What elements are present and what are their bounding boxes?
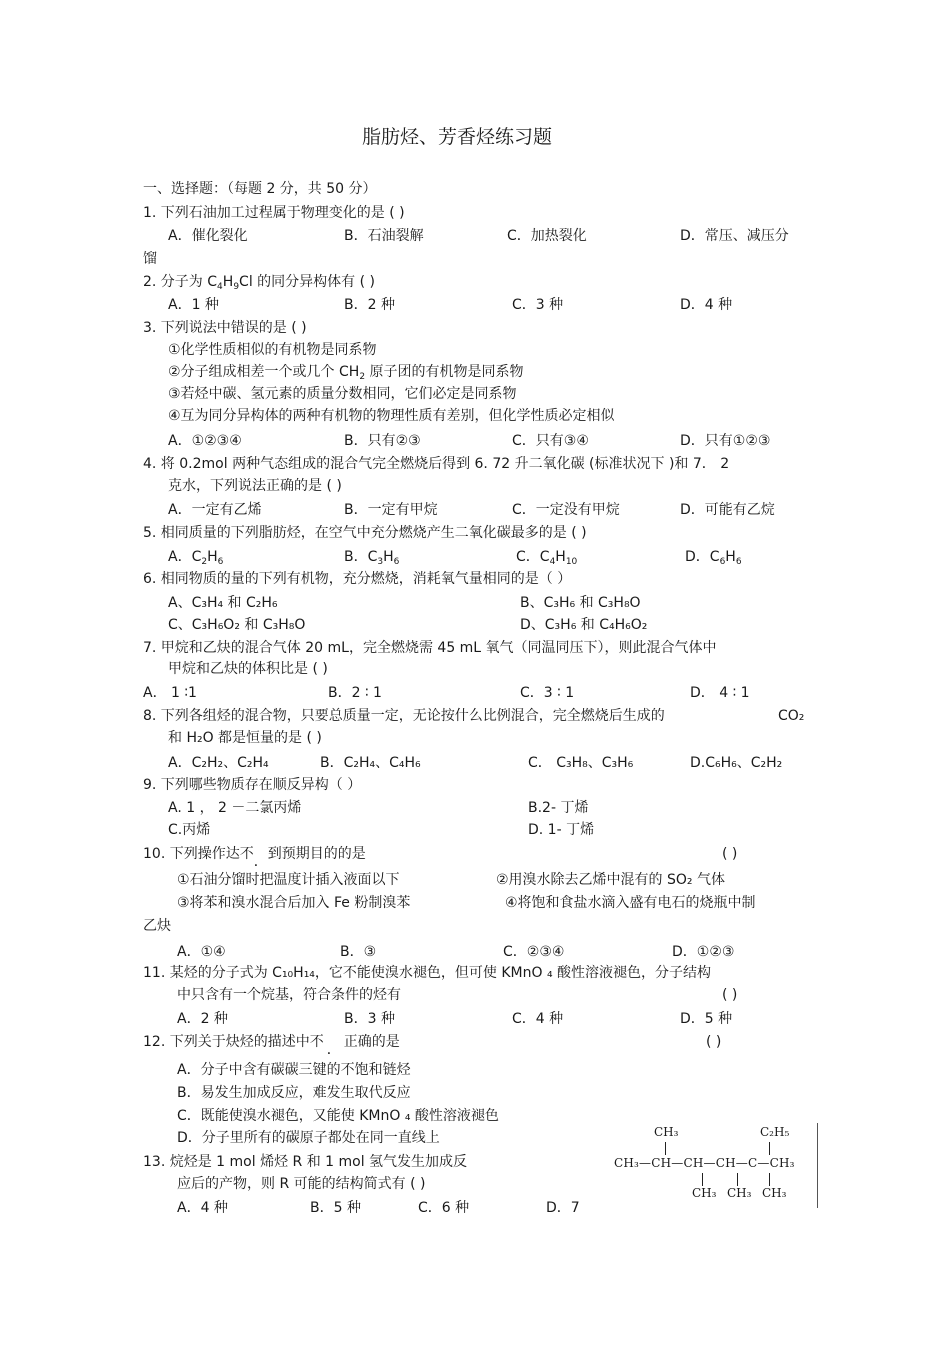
q10-statement-2: ②用溴水除去乙烯中混有的 SO₂ 气体 [496,872,725,888]
q1-option-d-cont: 馏 [143,251,157,267]
q12-stem: 12. 下列关于炔烃的描述中不 ． 正确的是 [143,1034,400,1058]
q4-option-b: B．一定有甲烷 [344,502,438,518]
q7-option-d: D． 4 ∶ 1 [690,685,750,701]
q12-option-c: C．既能使溴水褪色，又能使 KMnO ₄ 酸性溶液褪色 [177,1108,499,1124]
q2-option-d: D．4 种 [680,297,733,313]
q10-statement-4: ④将饱和食盐水滴入盛有电石的烧瓶中制 [505,895,756,911]
q9-option-a: A. 1 ， 2 －二氯丙烯 [168,800,302,816]
q5-option-a: A．$C_2H_6$ [168,549,224,567]
formula-bottom-methyl: CH₃ [762,1186,787,1200]
q4-option-a: A．一定有乙烯 [168,502,262,518]
q12-option-a: A．分子中含有碳碳三键的不饱和链烃 [177,1062,411,1078]
q12-option-d: D．分子里所有的碳原子都处在同一直线上 [177,1130,440,1146]
q3-option-b: B．只有②③ [344,433,421,449]
q7-option-c: C．3 ∶ 1 [520,685,575,701]
q4-stem: 4. 将 0.2mol 两种气态组成的混合气完全燃烧后得到 6. 72 升二氧化碳 (标准状况下 )和 7． 2 [143,456,730,472]
q10-option-b: B．③ [340,944,377,960]
q9-option-c: C.丙烯 [168,822,211,838]
q12-answer-paren: ( ) [706,1034,722,1050]
q7-stem-cont: 甲烷和乙炔的体积比是 ( ) [168,661,328,677]
q10-option-d: D．①②③ [672,944,735,960]
formula-top-methyl: CH₃ [654,1125,679,1139]
q10-stem: 10. 下列操作达不．到预期目的的是 [143,846,366,870]
q5-option-c: C．$C_4H_{10}$ [516,549,578,567]
q10-answer-paren: ( ) [722,846,738,862]
formula-bottom-methyl: CH₃ [692,1186,717,1200]
q10-statement-4-cont: 乙炔 [143,918,171,934]
formula-bottom-methyl: CH₃ [727,1186,752,1200]
q11-stem-cont: 中只含有一个烷基，符合条件的烃有 [177,987,401,1003]
q1-option-b: B．石油裂解 [344,228,424,244]
q13-option-c: C．6 种 [418,1200,470,1216]
formula-main-chain: CH₃—CH—CH—CH—C—CH₃ [614,1156,795,1170]
q2-option-a: A．1 种 [168,297,219,313]
bond-vertical [665,1142,666,1155]
q3-statement-1: ①化学性质相似的有机物是同系物 [168,342,377,358]
q5-option-b: B．$C_3H_6$ [344,549,400,567]
q2-stem: 2. 分子为 $C_4H_9Cl$ 的同分异构体有 ( ) [143,274,375,292]
q12-option-b: B．易发生加成反应，难发生取代反应 [177,1085,411,1101]
q7-stem: 7. 甲烷和乙炔的混合气体 20 mL，完全燃烧需 45 mL 氧气（同温同压下），则此混合气体中 [143,640,717,656]
page-title: 脂肪烃、芳香烃练习题 [362,126,553,148]
q13-stem: 13. 烷烃是 1 mol 烯烃 R 和 1 mol 氢气发生加成反 [143,1154,468,1170]
q3-option-d: D．只有①②③ [680,433,771,449]
q6-option-a: A、C₃H₄ 和 C₂H₆ [168,595,278,611]
q6-stem: 6. 相同物质的量的下列有机物，充分燃烧，消耗氧气量相同的是（ ） [143,571,572,587]
q11-option-c: C．4 种 [512,1011,564,1027]
q1-option-d: D．常压、减压分 [680,228,789,244]
q6-option-b: B、C₃H₆ 和 C₃H₈O [520,595,641,611]
q6-option-d: D、C₃H₆ 和 C₄H₆O₂ [520,617,648,633]
q1-option-a: A．催化裂化 [168,228,248,244]
q8-option-a: A．C₂H₂、C₂H₄ [168,755,269,771]
q10-statement-3: ③将苯和溴水混合后加入 Fe 粉制溴苯 [177,895,411,911]
q10-option-a: A．①④ [177,944,226,960]
q11-answer-paren: ( ) [722,987,738,1003]
q3-statement-2: ②分子组成相差一个或几个 $CH_2$ 原子团的有机物是同系物 [168,364,524,382]
formula-top-ethyl: C₂H₅ [760,1125,790,1139]
q5-stem: 5. 相同质量的下列脂肪烃，在空气中充分燃烧产生二氧化碳最多的是 ( ) [143,525,587,541]
q3-option-a: A．①②③④ [168,433,242,449]
q8-option-d: D.C₆H₆、C₂H₂ [690,755,783,771]
q3-option-c: C．只有③④ [512,433,589,449]
q2-option-c: C．3 种 [512,297,564,313]
q13-option-d: D．7 [546,1200,580,1216]
q13-option-b: B．5 种 [310,1200,361,1216]
q3-statement-4: ④互为同分异构体的两种有机物的物理性质有差别，但化学性质必定相似 [168,408,615,424]
q11-option-b: B．3 种 [344,1011,395,1027]
q6-option-c: C、C₃H₆O₂ 和 C₃H₈O [168,617,306,633]
q5-option-d: D．$C_6H_6$ [685,549,742,567]
q3-stem: 3. 下列说法中错误的是 ( ) [143,320,307,336]
bond-vertical [769,1142,770,1155]
q10-option-c: C．②③④ [503,944,565,960]
q2-option-b: B．2 种 [344,297,395,313]
section-heading: 一、选择题：（每题 2 分，共 50 分） [143,181,377,197]
q7-option-b: B．2 ∶ 1 [328,685,382,701]
q9-option-b: B.2- 丁烯 [528,800,589,816]
q8-option-c: C． C₃H₈、C₃H₆ [528,755,634,771]
q9-stem: 9. 下列哪些物质存在顺反异构（ ） [143,777,362,793]
q11-option-a: A．2 种 [177,1011,228,1027]
bond-vertical [702,1173,703,1186]
q1-option-c: C．加热裂化 [507,228,587,244]
q7-option-a: A． 1 ∶1 [143,685,197,701]
q1-stem: 1. 下列石油加工过程属于物理变化的是 ( ) [143,205,405,221]
structural-formula-figure [612,1123,818,1208]
q11-stem: 11. 某烃的分子式为 C₁₀H₁₄，它不能使溴水褪色，但可使 KMnO ₄ 酸性溶液褪色，分子结构 [143,965,712,981]
q13-option-a: A．4 种 [177,1200,228,1216]
q4-stem-cont: 克水，下列说法正确的是 ( ) [168,478,342,494]
bond-vertical [769,1173,770,1186]
q4-option-c: C．一定没有甲烷 [512,502,620,518]
q11-option-d: D．5 种 [680,1011,733,1027]
q9-option-d: D. 1- 丁烯 [528,822,595,838]
q3-statement-3: ③若烃中碳、氢元素的质量分数相同，它们必定是同系物 [168,386,517,402]
q10-statement-1: ①石油分馏时把温度计插入液面以下 [177,872,400,888]
bond-vertical [737,1173,738,1186]
q13-stem-cont: 应后的产物，则 R 可能的结构简式有 ( ) [177,1176,426,1192]
q8-option-b: B．C₂H₄、C₄H₆ [320,755,421,771]
q8-stem: 8. 下列各组烃的混合物，只要总质量一定，无论按什么比例混合，完全燃烧后生成的 [143,708,665,724]
q8-stem-co2: CO₂ [778,708,805,724]
q4-option-d: D．可能有乙烷 [680,502,775,518]
q8-stem-cont: 和 H₂O 都是恒量的是 ( ) [168,730,322,746]
